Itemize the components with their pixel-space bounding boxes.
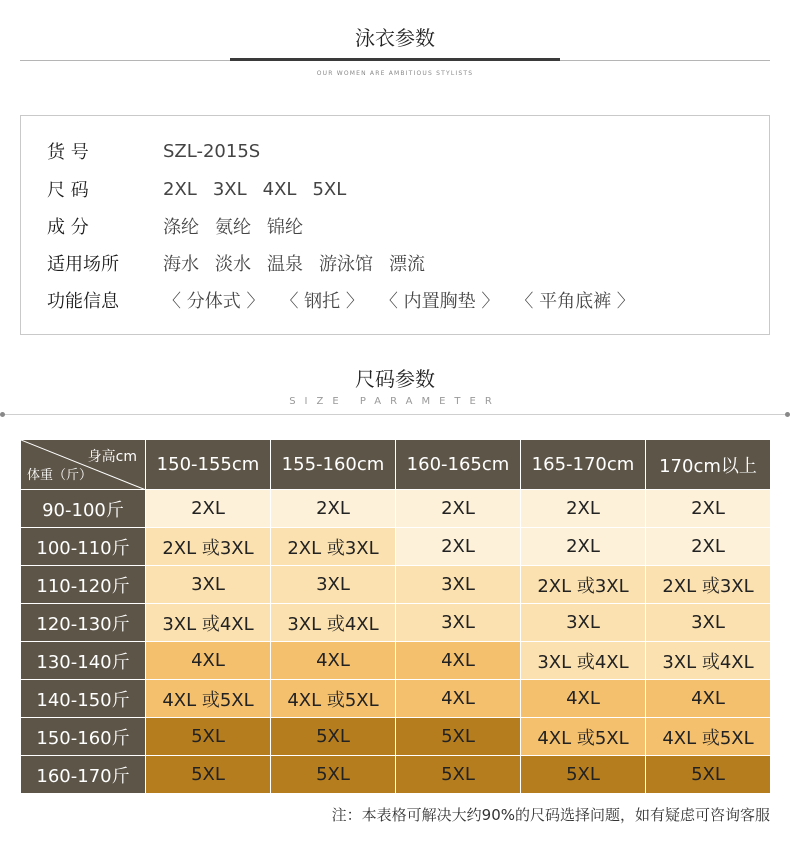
table-row [21, 566, 771, 604]
size-cell: 2XL [396, 528, 521, 566]
row-header-weight: 110-120斤 [21, 566, 146, 604]
size-cell: 3XL 或4XL [271, 604, 396, 642]
info-value: 温泉 [267, 254, 303, 275]
size-cell: 2XL 或3XL [521, 566, 646, 604]
table-header-row [21, 440, 771, 490]
info-value: 〈 钢托 〉 [280, 291, 364, 312]
size-cell: 2XL 或3XL [271, 528, 396, 566]
size-cell: 4XL [396, 680, 521, 718]
info-value: 游泳馆 [319, 254, 373, 275]
info-row-item-no [47, 136, 276, 166]
row-header-weight: 160-170斤 [21, 756, 146, 794]
size-cell: 4XL 或5XL [646, 718, 771, 756]
table-row [21, 528, 771, 566]
size-cell: 3XL [646, 604, 771, 642]
column-header: 155-160cm [271, 440, 396, 490]
section-subtitle-size: SIZE PARAMETER [289, 396, 501, 407]
size-cell: 4XL [646, 680, 771, 718]
size-cell: 4XL [396, 642, 521, 680]
size-cell: 2XL [646, 490, 771, 528]
size-cell: 5XL [646, 756, 771, 794]
table-row [21, 718, 771, 756]
size-cell: 3XL 或4XL [146, 604, 271, 642]
size-cell: 5XL [271, 718, 396, 756]
info-value: 2XL [163, 178, 197, 200]
info-label: 功能信息 [47, 291, 119, 312]
info-label: 尺 码 [47, 180, 89, 201]
info-value: 淡水 [215, 254, 251, 275]
table-row [21, 604, 771, 642]
table-footnote: 注：本表格可解决大约90%的尺码选择问题，如有疑虑可咨询客服 [331, 806, 770, 824]
info-row-size [47, 174, 362, 204]
size-cell: 4XL [146, 642, 271, 680]
row-header-weight: 90-100斤 [21, 490, 146, 528]
info-label: 货 号 [47, 142, 89, 163]
info-label: 适用场所 [47, 254, 119, 275]
table-row [21, 642, 771, 680]
size-cell: 3XL [396, 566, 521, 604]
size-cell: 5XL [146, 718, 271, 756]
size-cell: 2XL 或3XL [146, 528, 271, 566]
size-cell: 3XL 或4XL [646, 642, 771, 680]
info-label: 成 分 [47, 217, 89, 238]
size-cell: 4XL 或5XL [146, 680, 271, 718]
row-header-weight: 100-110斤 [21, 528, 146, 566]
size-cell: 5XL [396, 718, 521, 756]
info-value: 锦纶 [267, 217, 303, 238]
table-row [21, 680, 771, 718]
size-cell: 2XL [646, 528, 771, 566]
column-header: 150-155cm [146, 440, 271, 490]
info-value: 氨纶 [215, 217, 251, 238]
column-header: 165-170cm [521, 440, 646, 490]
row-header-weight: 120-130斤 [21, 604, 146, 642]
section-title-size: 尺码参数 [355, 367, 435, 391]
size-cell: 4XL [521, 680, 646, 718]
info-value: 〈 分体式 〉 [163, 291, 265, 312]
size-cell: 3XL 或4XL [521, 642, 646, 680]
size-cell: 5XL [396, 756, 521, 794]
info-value: 5XL [312, 178, 347, 200]
info-row-venue [47, 248, 441, 278]
corner-label-height: 身高cm [87, 449, 137, 465]
info-value: SZL-2015S [163, 140, 261, 162]
size-cell: 4XL 或5XL [271, 680, 396, 718]
corner-label-weight: 体重（斤） [27, 468, 93, 483]
table-row [21, 756, 771, 794]
divider-dot [785, 412, 790, 417]
info-value: 〈 内置胸垫 〉 [379, 291, 500, 312]
divider-line [0, 414, 790, 415]
info-row-material [47, 211, 319, 241]
size-cell: 2XL [521, 490, 646, 528]
info-value: 海水 [163, 254, 199, 275]
size-cell: 5XL [146, 756, 271, 794]
divider-dot [0, 412, 5, 417]
size-cell: 3XL [271, 566, 396, 604]
table-corner-cell [21, 440, 146, 490]
row-header-weight: 130-140斤 [21, 642, 146, 680]
info-value: 4XL [262, 178, 297, 200]
size-cell: 3XL [521, 604, 646, 642]
size-cell: 5XL [271, 756, 396, 794]
size-cell: 4XL [271, 642, 396, 680]
section-subtitle-swimwear: OUR WOMEN ARE AMBITIOUS STYLISTS [316, 70, 474, 77]
table-row [21, 490, 771, 528]
product-info-box [20, 115, 770, 335]
row-header-weight: 140-150斤 [21, 680, 146, 718]
size-chart-table [20, 439, 771, 794]
divider-accent [230, 58, 560, 61]
size-cell: 2XL [271, 490, 396, 528]
column-header: 160-165cm [396, 440, 521, 490]
size-cell: 5XL [521, 756, 646, 794]
info-value: 漂流 [389, 254, 425, 275]
size-cell: 2XL [146, 490, 271, 528]
size-cell: 2XL [396, 490, 521, 528]
info-row-features [47, 285, 651, 315]
row-header-weight: 150-160斤 [21, 718, 146, 756]
size-cell: 2XL [521, 528, 646, 566]
size-cell: 3XL [146, 566, 271, 604]
size-cell: 3XL [396, 604, 521, 642]
info-value: 3XL [212, 178, 247, 200]
size-cell: 4XL 或5XL [521, 718, 646, 756]
info-value: 涤纶 [163, 217, 199, 238]
info-value: 〈 平角底裤 〉 [515, 291, 635, 312]
size-cell: 2XL 或3XL [646, 566, 771, 604]
column-header: 170cm以上 [646, 440, 771, 490]
section-title-swimwear: 泳衣参数 [355, 26, 435, 50]
